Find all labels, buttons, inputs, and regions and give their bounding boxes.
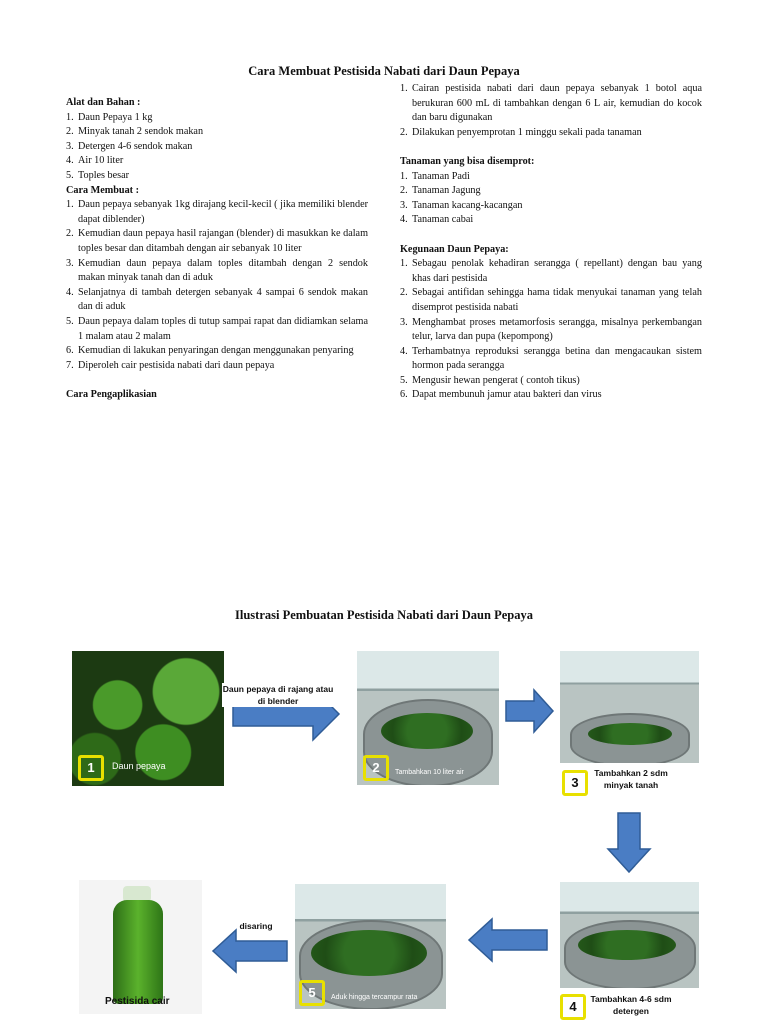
list-item: 3. Tanaman kacang-kacangan bbox=[400, 199, 523, 211]
pengaplikasian-heading: Cara Pengaplikasian bbox=[66, 388, 157, 400]
arrow-right-icon bbox=[506, 690, 554, 732]
step2-caption: Tambahkan 10 liter air bbox=[395, 769, 464, 776]
add-kerosene-photo bbox=[560, 651, 699, 763]
list-item: 1. Daun Pepaya 1 kg bbox=[66, 111, 153, 123]
list-item: 4. Terhambatnya reproduksi serangga betina dan mengacaukan sistem hormon pada serangga bbox=[400, 345, 702, 372]
list-item: 4. Air 10 liter bbox=[66, 155, 124, 167]
page-title: Cara Membuat Pestisida Nabati dari Daun Pepaya bbox=[248, 64, 520, 78]
step1-caption: Daun pepaya bbox=[112, 761, 166, 771]
list-item: 5. Mengusir hewan pengerat ( contoh tikus) bbox=[400, 374, 580, 386]
list-item: 2. Kemudian daun pepaya hasil rajangan (blender) di masukkan ke dalam toples besar dan ditambah dengan air sebanyak 10 liter bbox=[66, 228, 368, 254]
step5-caption: Aduk hingga tercampur rata bbox=[331, 994, 418, 1001]
arrow1-label: Daun pepaya di rajang atau di blender bbox=[222, 684, 334, 706]
list-item: 5. Daun pepaya dalam toples di tutup sampai rapat dan didiamkan selama 1 malam atau 2 malam bbox=[66, 315, 368, 342]
papaya-leaves-photo bbox=[72, 651, 224, 786]
add-water-photo bbox=[357, 651, 499, 785]
step-badge: 5 bbox=[299, 980, 325, 1006]
leaf-mash bbox=[381, 713, 473, 749]
step3-caption: Tambahkan 2 sdm minyak tanah bbox=[594, 768, 668, 790]
alat-heading: Alat dan Bahan : bbox=[66, 97, 141, 108]
cara-list bbox=[66, 198, 368, 373]
arrow-down-icon bbox=[607, 813, 651, 873]
cara-heading: Cara Membuat : bbox=[66, 184, 139, 196]
step-badge: 4 bbox=[560, 994, 586, 1020]
leaf-mash bbox=[588, 723, 672, 745]
illustration-title: Ilustrasi Pembuatan Pestisida Nabati dari Daun Pepaya bbox=[235, 608, 533, 622]
tanaman-list bbox=[400, 170, 702, 228]
list-item: 2. Dilakukan penyemprotan 1 minggu sekali pada tanaman bbox=[400, 126, 642, 138]
list-item: 4. Selanjatnya di tambah detergen sebanyak 4 sampai 6 sendok makan dan di aduk bbox=[66, 286, 368, 313]
list-item: 3. Menghambat proses metamorfosis serangga, misalnya perkembangan telur, larva dan pupa (kepompong) bbox=[400, 316, 702, 343]
tanaman-heading: Tanaman yang bisa disemprot: bbox=[400, 155, 535, 167]
pesticide-bottle-photo bbox=[79, 880, 202, 1014]
list-item: 6. Dapat membunuh jamur atau bakteri dan virus bbox=[400, 389, 602, 401]
left-column bbox=[66, 96, 368, 402]
final-caption: Pestisida cair bbox=[105, 996, 170, 1007]
list-item: 5. Toples besar bbox=[66, 169, 130, 181]
list-item: 2. Tanaman Jagung bbox=[400, 185, 481, 197]
list-item: 1. Cairan pestisida nabati dari daun pepaya sebanyak 1 botol aqua berukuran 600 mL di tambahkan dengan 6 L air, kemudian do kocok dan baru digunakan bbox=[400, 83, 702, 124]
step4-caption: Tambahkan 4-6 sdm detergen bbox=[590, 994, 672, 1016]
list-item: 4. Tanaman cabai bbox=[400, 214, 474, 226]
step-badge: 3 bbox=[562, 770, 588, 796]
list-item: 3. Kemudian daun pepaya dalam toples ditambah dengan 2 sendok makan minyak tanah dan di aduk bbox=[66, 257, 368, 284]
step-badge: 2 bbox=[363, 755, 389, 781]
bottle-body bbox=[113, 900, 163, 1004]
add-detergent-photo bbox=[560, 882, 699, 988]
list-item: 1. Tanaman Padi bbox=[400, 170, 470, 182]
kegunaan-heading: Kegunaan Daun Pepaya: bbox=[400, 243, 509, 255]
arrow-left-icon bbox=[468, 919, 548, 961]
list-item: 6. Kemudian di lakukan penyaringan dengan menggunakan penyaring bbox=[66, 345, 354, 357]
alat-list bbox=[66, 111, 368, 184]
arrow-left-icon bbox=[212, 930, 288, 972]
leaf-mash bbox=[578, 930, 676, 960]
list-item: 2. Sebagai antifidan sehingga hama tidak menyukai tanaman yang telah disemprot pestisida nabati bbox=[400, 287, 702, 313]
leaf-mash bbox=[311, 930, 427, 976]
filter-label: disaring bbox=[239, 921, 273, 931]
right-column bbox=[400, 82, 702, 403]
list-item: 7. Diperoleh cair pestisida nabati dari daun pepaya bbox=[66, 359, 275, 371]
list-item: 2. Minyak tanah 2 sendok makan bbox=[66, 126, 204, 138]
list-item: 1. Sebagau penolak kehadiran serangga ( repellant) dengan bau yang khas dari pestisida bbox=[400, 258, 702, 284]
list-item: 1. Daun pepaya sebanyak 1kg dirajang kecil-kecil ( jika memiliki blender dapat diblender) bbox=[66, 199, 368, 225]
list-item: 3. Detergen 4-6 sendok makan bbox=[66, 140, 193, 152]
step-badge: 1 bbox=[78, 755, 104, 781]
kegunaan-list bbox=[400, 257, 702, 403]
stir-mix-photo bbox=[295, 884, 446, 1009]
aplikasi-list bbox=[400, 82, 702, 140]
